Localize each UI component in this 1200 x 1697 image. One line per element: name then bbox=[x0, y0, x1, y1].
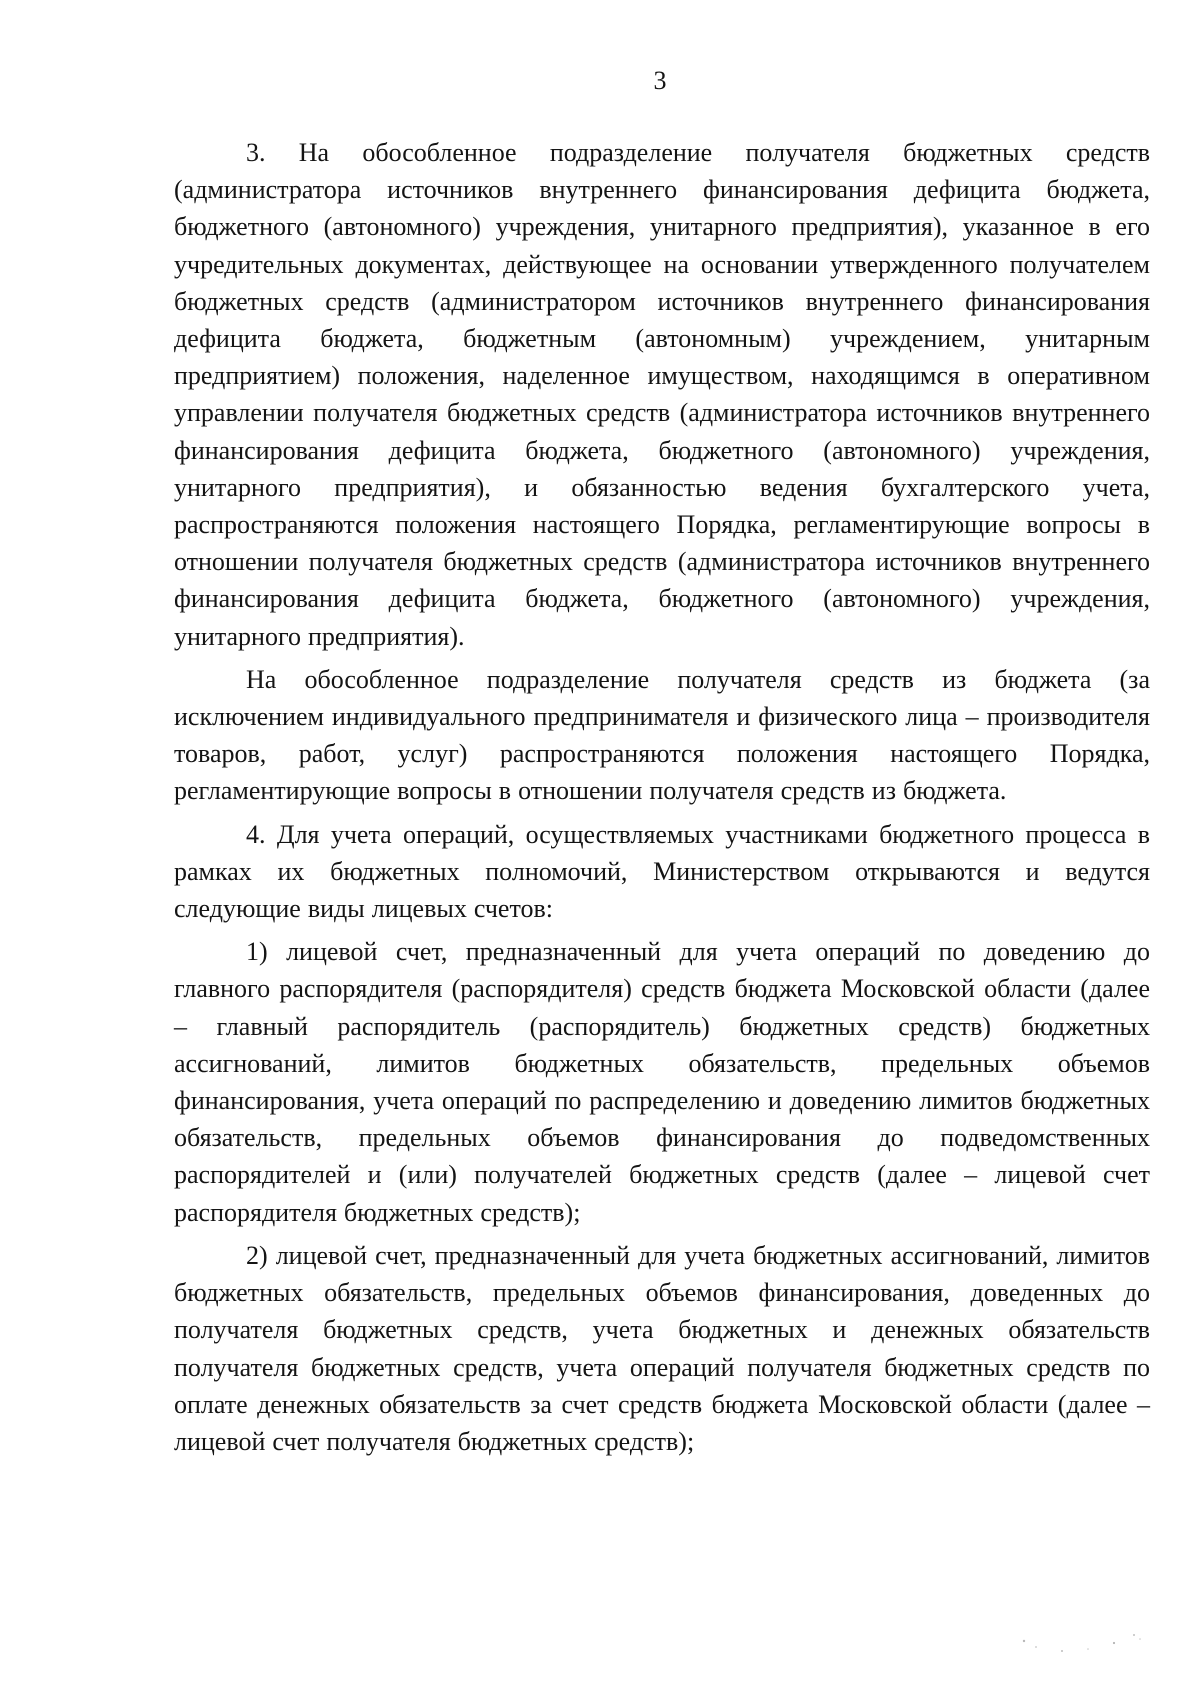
paragraph-subitem-1: 1) лицевой счет, предназначенный для учета операций по доведению до главного распорядителя (распорядителя) средств бюджета Московской области (далее – главный распорядитель (распорядитель) бюджетных средств) бюджетных ассигнований, лимитов бюджетных обязательств, предельных объемов финансирования, учета операций по распределению и доведению лимитов бюджетных обязательств, предельных объемов финансирования до подведомственных распорядителей и (или) получателей бюджетных средств (далее – лицевой счет распорядителя бюджетных средств); bbox=[174, 937, 1150, 1227]
page-number: 3 bbox=[653, 66, 667, 95]
document-body bbox=[174, 134, 1150, 1460]
paragraph-item-4: 4. Для учета операций, осуществляемых участниками бюджетного процесса в рамках их бюджетных полномочий, Министерством открываются и ведутся следующие виды лицевых счетов: bbox=[174, 819, 1150, 924]
paragraph-separate-division: На обособленное подразделение получателя средств из бюджета (за исключением индивидуального предпринимателя и физического лица – производителя товаров, работ, услуг) распространяются положения настоящего Порядка, регламентирующие вопросы в отношении получателя средств из бюджета. bbox=[174, 664, 1150, 806]
paragraph-item-3: 3. На обособленное подразделение получателя бюджетных средств (администратора источников внутреннего финансирования дефицита бюджета, бюджетного (автономного) учреждения, унитарного предприятия), указанное в его учредительных документах, действующее на основании утвержденного получателем бюджетных средств (администратором источников внутреннего финансирования дефицита бюджета, бюджетным (автономным) учреждением, унитарным предприятием) положения, наделенное имуществом, находящимся в оперативном управлении получателя бюджетных средств (администратора источников внутреннего финансирования дефицита бюджета, бюджетного (автономного) учреждения, унитарного предприятия), и обязанностью ведения бухгалтерского учета, распространяются положения настоящего Порядка, регламентирующие вопросы в отношении получателя бюджетных средств (администратора источников внутреннего финансирования дефицита бюджета, бюджетного (автономного) учреждения, унитарного предприятия). bbox=[174, 138, 1150, 651]
scan-noise-decoration bbox=[1016, 1627, 1146, 1657]
paragraph-subitem-2: 2) лицевой счет, предназначенный для учета бюджетных ассигнований, лимитов бюджетных обязательств, предельных объемов финансирования, доведенных до получателя бюджетных средств, учета бюджетных и денежных обязательств получателя бюджетных средств, учета операций получателя бюджетных средств по оплате денежных обязательств за счет средств бюджета Московской области (далее – лицевой счет получателя бюджетных средств); bbox=[174, 1240, 1150, 1456]
